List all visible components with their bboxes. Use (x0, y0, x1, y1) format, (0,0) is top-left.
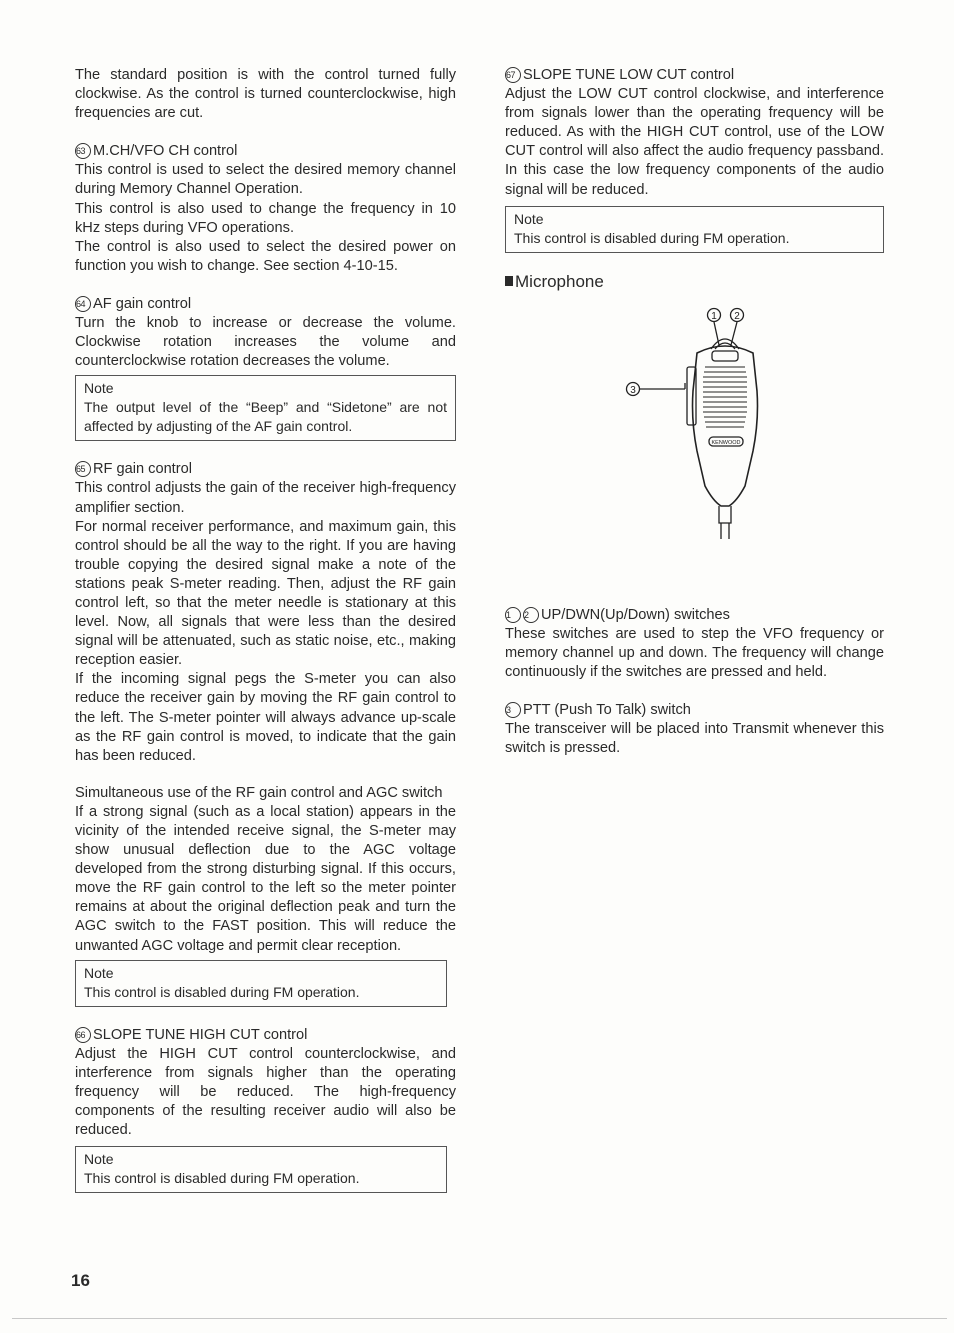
note-box-af-gain (75, 375, 456, 441)
page-number: 16 (71, 1271, 90, 1290)
section-64-title: AF gain control (93, 295, 192, 312)
section-67-number: 67 (505, 67, 521, 83)
ptt-heading (505, 701, 884, 720)
section-65-p2: For normal receiver performance, and maximum gain, this control should be all the way to the right. If you are having trouble copying the desired signal make a note of the stations peak S-meter reading. Then, adjust the RF gain control left, so that the meter needle is stationary at this level. Now, all signals that were less than the desired signal will be attenuated, such as static noise, etc., making reception easier. (75, 518, 456, 669)
callout-2-label: 2 (734, 310, 740, 322)
section-64 (75, 295, 456, 371)
section-65 (75, 460, 456, 766)
section-67-title: SLOPE TUNE LOW CUT control (523, 67, 735, 83)
section-66-number: 66 (75, 1027, 91, 1043)
section-65-p1: This control adjusts the gain of the receiver high-frequency amplifier section. (75, 480, 456, 516)
simultaneous-p1: If a strong signal (such as a local station) appears in the vicinity of the intended receive signal, the S-meter may show unusual deflection due to the AGC voltage developed from the strong disturbing signal. If this occurs, move the RF gain control to the left so the meter pointer remains at about the original deflection peak and turn the AGC switch to the FAST position. This will reduce the unwanted AGC voltage and permit clear reception. (75, 803, 456, 954)
microphone-illustration (505, 301, 884, 601)
up-down-title: UP/DWN(Up/Down) switches (541, 606, 730, 623)
intro-paragraph: The standard position is with the control turned fully clockwise. As the control is turned counterclockwise, high frequencies are cut. (75, 67, 456, 122)
callout-1-label: 1 (711, 310, 717, 322)
up-down-p1: These switches are used to step the VFO frequency or memory channel up and down. The frequency will change continuously if the switches are pressed and held. (505, 625, 884, 681)
section-63-title: M.CH/VFO CH control (93, 143, 238, 160)
note-text: This control is disabled during FM operation. (84, 983, 360, 1000)
microphone-heading-text: Microphone (515, 271, 604, 291)
note-text: This control is disabled during FM operation. (84, 1170, 360, 1187)
up-down-number-2: 2 (523, 607, 539, 623)
section-65-title: RF gain control (93, 461, 192, 478)
ptt-title: PTT (Push To Talk) switch (523, 702, 691, 719)
section-63-heading (75, 142, 456, 161)
up-down-switch-shape (712, 351, 738, 361)
section-64-p1: Turn the knob to increase or decrease the volume. Clockwise rotation increases the volume and counterclockwise rotation decreases the volume. (75, 315, 456, 370)
note-text: This control is disabled during FM operation. (514, 229, 790, 246)
section-64-number: 64 (75, 296, 91, 312)
callout-3-label: 3 (630, 384, 636, 396)
right-column (505, 66, 884, 777)
section-67-p1: Adjust the LOW CUT control clockwise, and interference from signals lower than the operating frequency will be reduced. As with the HIGH CUT control, use of the LOW CUT control will also affect the audio frequency passband. In this case the low frequency components of the audio signal will be reduced. (505, 86, 884, 198)
up-down-number-1: 1 (505, 607, 521, 623)
note-label: Note (84, 380, 114, 397)
section-65-p3: If the incoming signal pegs the S-meter you can also reduce the receiver gain by moving the RF gain control to the left. The S-meter pointer will always advance up-scale as the RF gain control is moved, to indicate that the gain has been reduced. (75, 671, 456, 764)
simultaneous-section (75, 784, 456, 956)
note-label: Note (514, 210, 544, 227)
intro-section (75, 66, 456, 123)
note-label: Note (84, 1151, 114, 1168)
section-63-p3: The control is also used to select the desired power on function you wish to change. See section 4-10-15. (75, 238, 456, 274)
note-box-high-cut (75, 1146, 447, 1193)
section-66-title: SLOPE TUNE HIGH CUT control (93, 1026, 308, 1043)
ptt-p1: The transceiver will be placed into Transmit whenever this switch is pressed. (505, 721, 884, 757)
note-label: Note (84, 964, 114, 981)
microphone-heading (505, 272, 884, 291)
section-63-p1: This control is used to select the desired memory channel during Memory Channel Operation. (75, 162, 456, 198)
section-67 (505, 66, 884, 200)
ptt-number: 3 (505, 702, 521, 718)
kenwood-logo: KENWOOD (711, 439, 741, 446)
up-down-heading (505, 606, 884, 625)
note-box-low-cut (505, 206, 884, 253)
note-box-agc (75, 960, 447, 1007)
section-65-number: 65 (75, 461, 91, 477)
microphone-figure (505, 301, 884, 606)
section-63 (75, 142, 456, 276)
section-66-p1: Adjust the HIGH CUT control counterclockwise, and interference from signals higher than the operating frequency will be reduced. The high-frequency components of the resulting receiver audio will also be reduced. (75, 1045, 456, 1139)
heading-bullet-square (505, 276, 513, 286)
section-ptt (505, 701, 884, 758)
section-63-p2: This control is also used to change the frequency in 10 kHz steps during VFO operations. (75, 200, 456, 236)
section-up-down (505, 606, 884, 682)
section-63-number: 63 (75, 143, 91, 159)
bottom-rule (12, 1318, 947, 1319)
section-66-heading (75, 1026, 456, 1045)
left-column (75, 66, 456, 1212)
section-66 (75, 1026, 456, 1141)
simultaneous-title: Simultaneous use of the RF gain control and AGC switch (75, 784, 443, 801)
note-text: The output level of the “Beep” and “Sidetone” are not affected by adjusting of the AF gain control. (84, 399, 447, 435)
section-67-heading (505, 66, 884, 85)
section-64-heading (75, 295, 456, 314)
section-65-heading (75, 460, 456, 479)
